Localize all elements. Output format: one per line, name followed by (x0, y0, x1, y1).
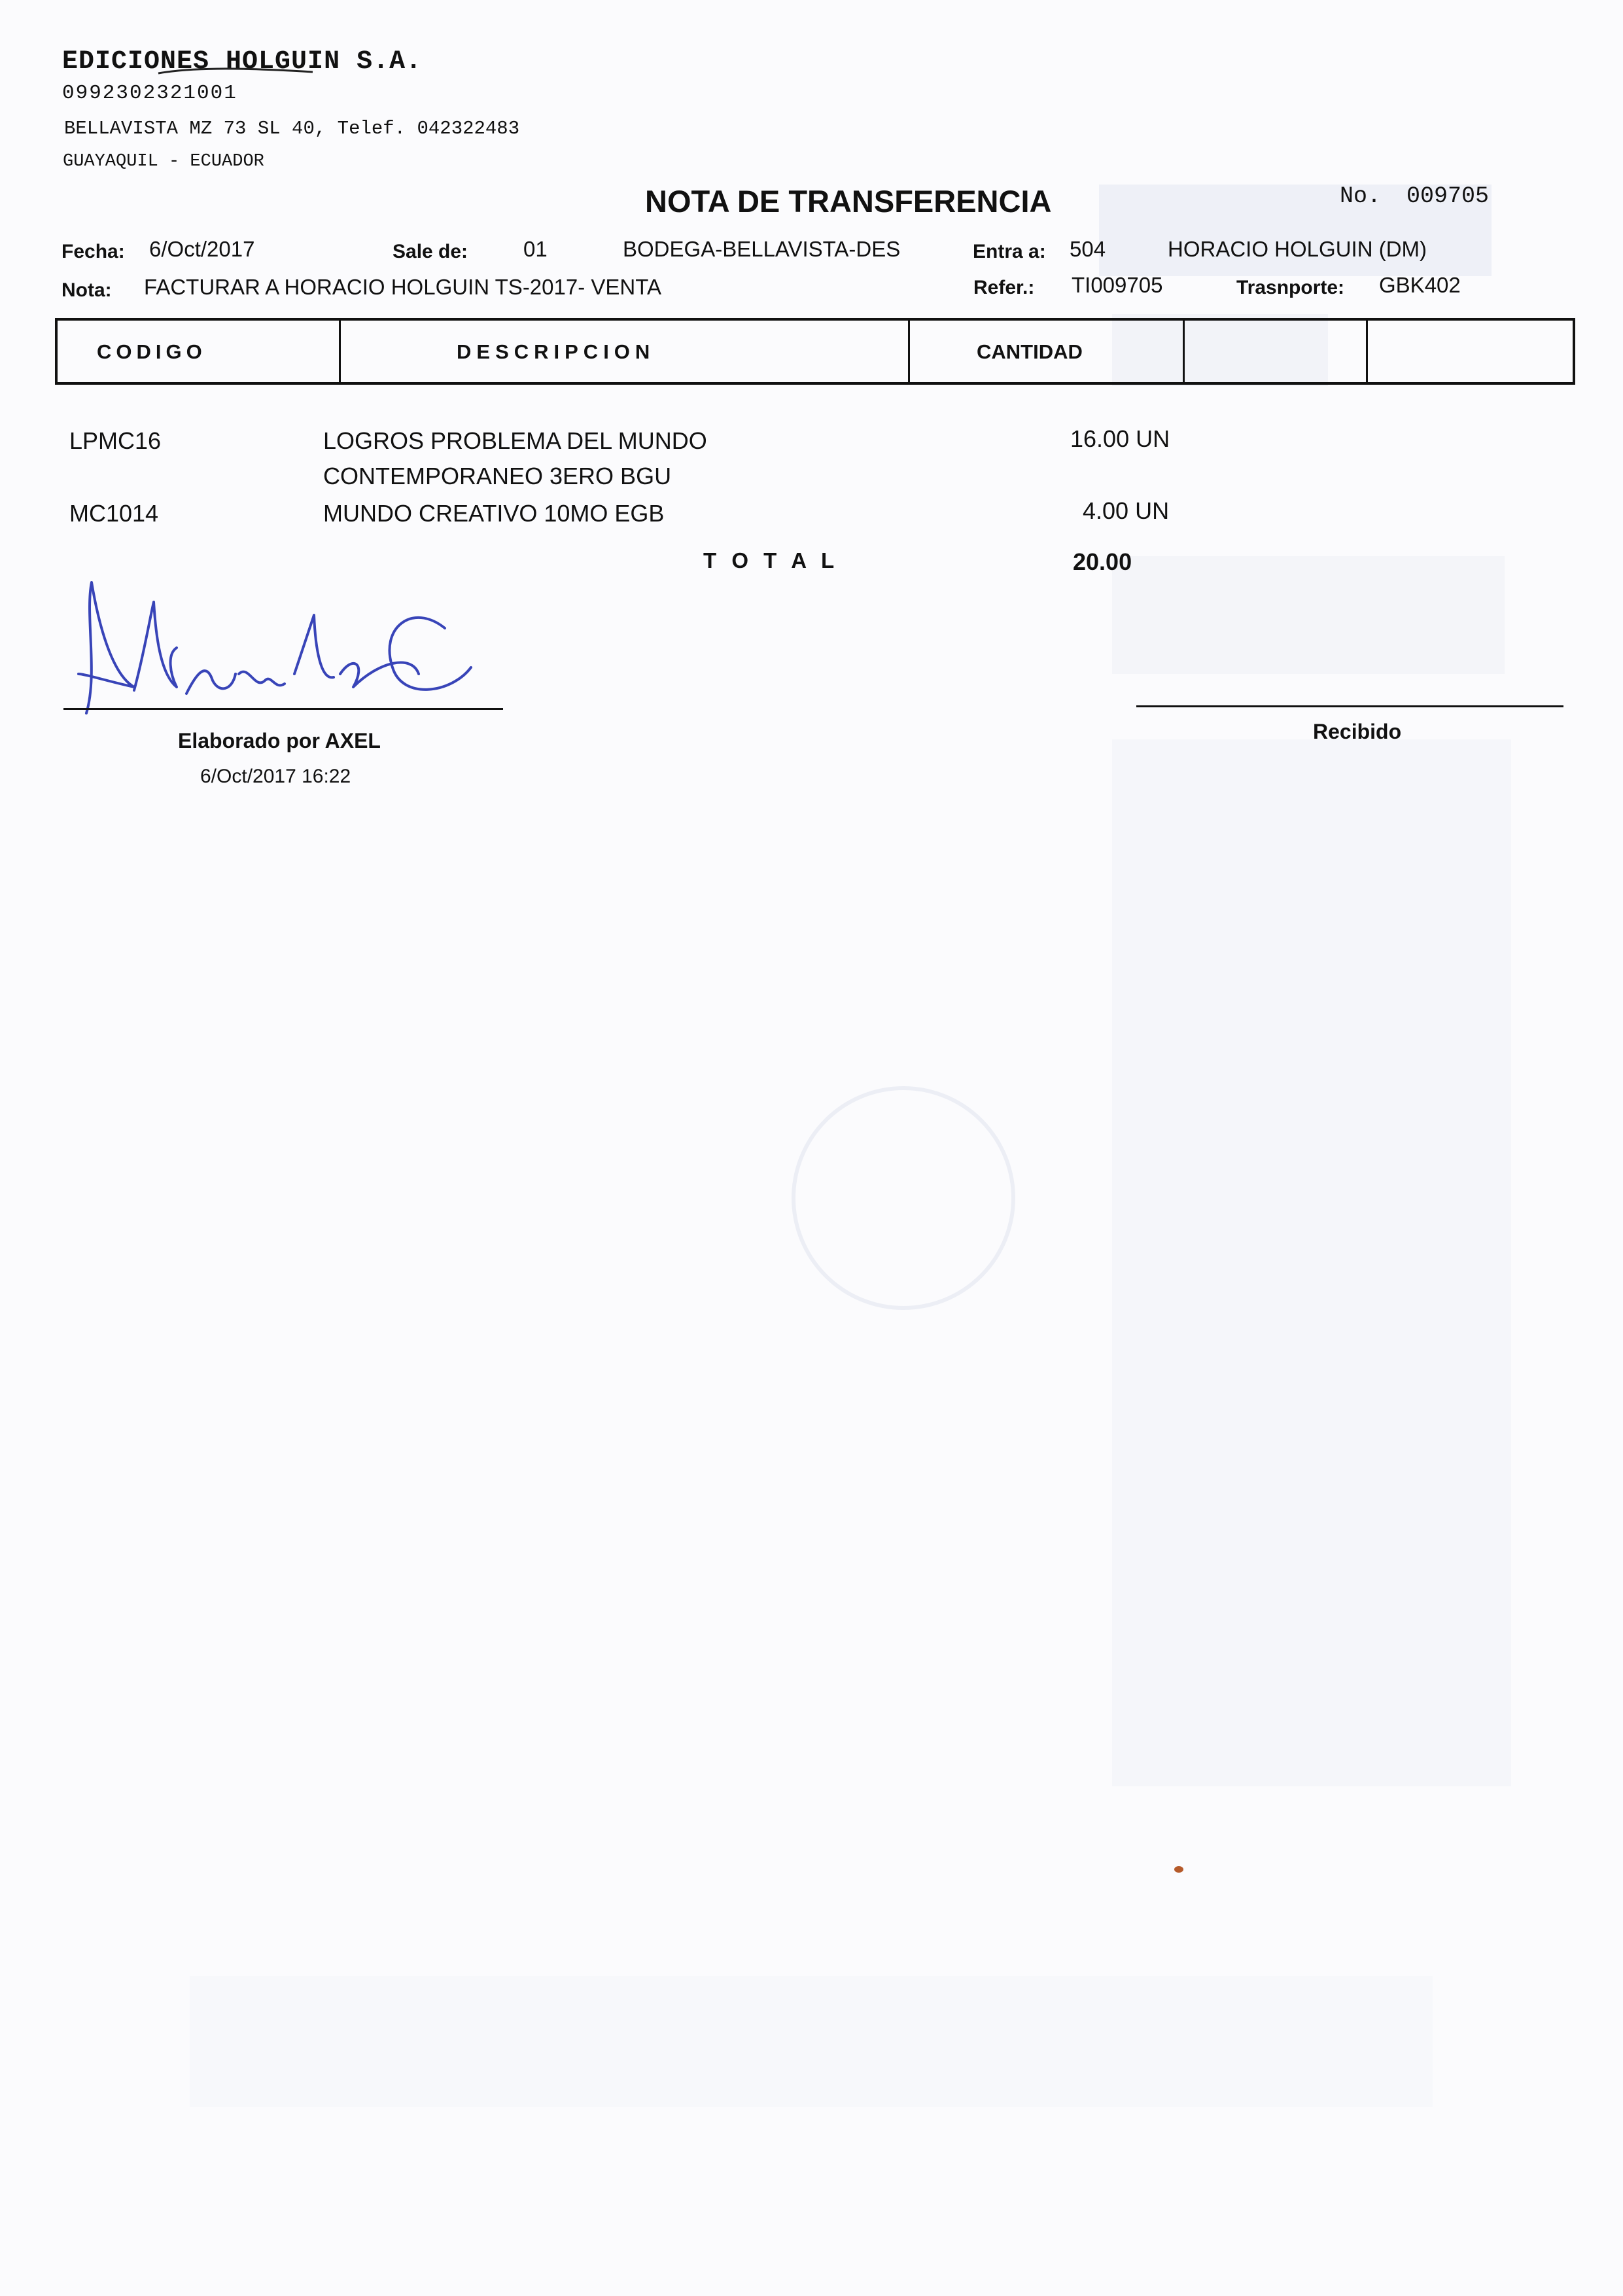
entra-a-code: 504 (1070, 237, 1106, 261)
recibido-label: Recibido (1313, 720, 1402, 743)
fecha-label: Fecha: (61, 241, 125, 262)
scan-speck (1174, 1866, 1183, 1873)
company-ruc: 0992302321001 (62, 82, 237, 105)
refer-label: Refer.: (973, 277, 1035, 298)
signature-line-elaborado (63, 708, 503, 710)
document-title: NOTA DE TRANSFERENCIA (645, 184, 1052, 219)
entra-a-label: Entra a: (973, 241, 1046, 262)
row-codigo: MC1014 (69, 500, 159, 527)
signature-line-recibido (1136, 705, 1563, 707)
row-descripcion-cont: CONTEMPORANEO 3ERO BGU (323, 463, 672, 489)
row-cantidad: 4.00 UN (1083, 497, 1170, 524)
sale-de-label: Sale de: (393, 241, 468, 262)
row-cantidad: 16.00 UN (1070, 425, 1170, 452)
items-table-header (55, 318, 1575, 385)
company-city: GUAYAQUIL - ECUADOR (63, 152, 264, 171)
pen-strike-mark (157, 65, 314, 76)
fecha-value: 6/Oct/2017 (149, 237, 255, 261)
nota-value: FACTURAR A HORACIO HOLGUIN TS-2017- VENTA (144, 275, 661, 299)
row-descripcion: MUNDO CREATIVO 10MO EGB (323, 500, 665, 527)
sale-de-name: BODEGA-BELLAVISTA-DES (623, 237, 901, 261)
row-codigo: LPMC16 (69, 427, 162, 454)
column-header-cantidad: CANTIDAD (977, 340, 1083, 363)
nota-label: Nota: (61, 279, 112, 301)
transporte-label: Trasnporte: (1236, 277, 1345, 298)
total-label: T O T A L (703, 548, 839, 573)
row-descripcion: LOGROS PROBLEMA DEL MUNDO (323, 427, 707, 454)
document-number-label: No. (1340, 183, 1382, 209)
company-name: EDICIONES HOLGUIN S.A. (62, 47, 423, 77)
elaborado-date: 6/Oct/2017 16:22 (200, 766, 351, 787)
entra-a-name: HORACIO HOLGUIN (DM) (1168, 237, 1427, 261)
handwritten-signature (72, 576, 491, 720)
total-value: 20.00 (1073, 548, 1132, 575)
sale-de-code: 01 (523, 237, 548, 261)
document-number: 009705 (1406, 183, 1490, 209)
column-header-codigo: CODIGO (97, 340, 207, 363)
elaborado-label: Elaborado por AXEL (178, 729, 381, 752)
company-address: BELLAVISTA MZ 73 SL 40, Telef. 042322483 (64, 118, 520, 139)
transporte-value: GBK402 (1379, 273, 1461, 297)
refer-value: TI009705 (1072, 273, 1163, 297)
column-header-descripcion: DESCRIPCION (457, 340, 655, 363)
